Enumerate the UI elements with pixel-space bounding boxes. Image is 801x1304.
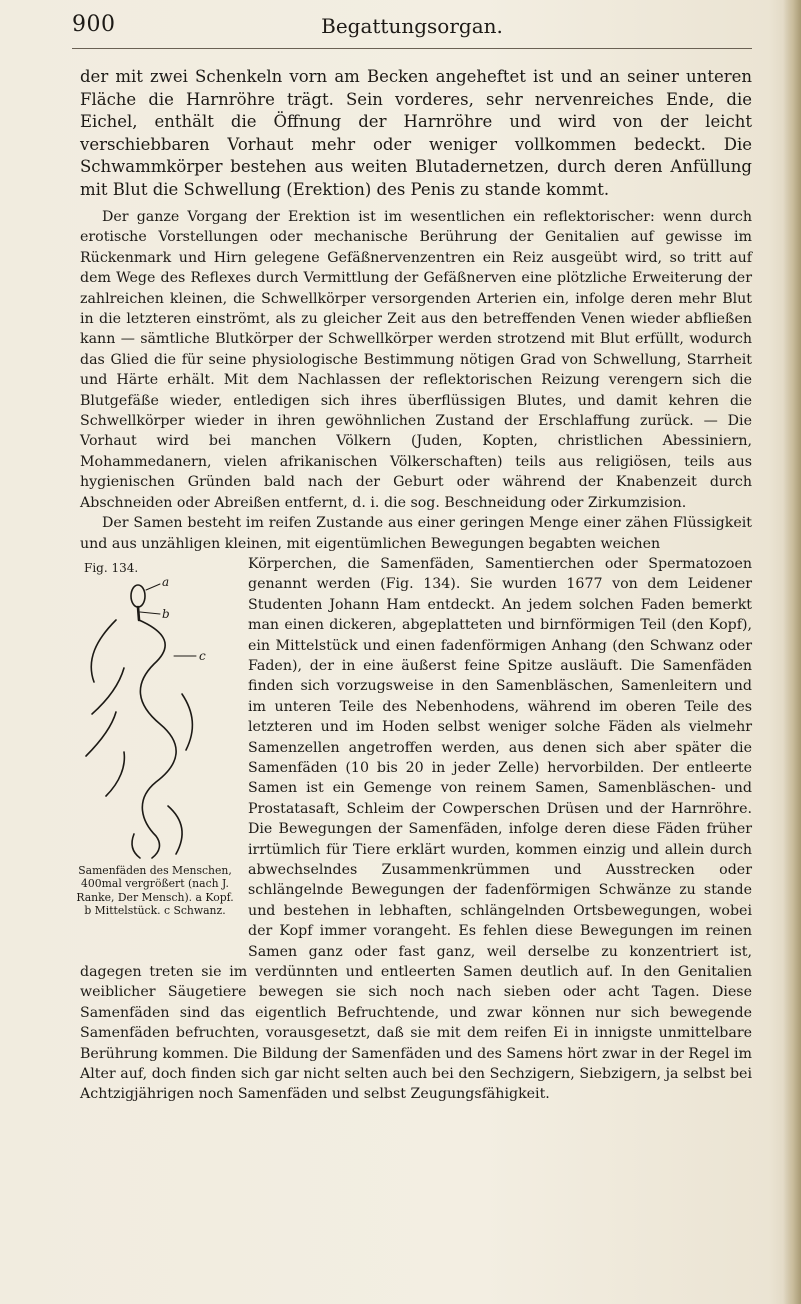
- paragraph-erektion: Der ganze Vorgang der Erektion ist im wesentlichen ein reflektorischer: wenn durch erotische Vorstellungen oder mechanische Berührung der Genitalien auf gewisse im Rückenmark und Hirn gelegene Gefäßnervenzentren ein Reiz ausgeübt wird, so tritt auf dem Wege des Reflexes durch Vermittlung der Gefäßnerven eine plötzliche Erweiterung der zahlreichen kleinen, die Schwellkörper versorgenden Arterien ein, infolge deren mehr Blut in die letzteren einströmt, als zu gleicher Zeit aus den betreffenden Venen wieder abfließen kann — sämtliche Blutkörper der Schwellkörper werden strotzend mit Blut erfüllt, wodurch das Glied die für seine physiologische Bestimmung nötigen Grad von Schwellung, Starrheit und Härte erhält. Mit dem Nachlassen der reflektorischen Reizung verengern sich die Blutgefäße wieder, entledigen sich ihres überflüssigen Blutes, und damit kehren die Schwellkörper wieder in ihren gewöhnlichen Zustand der Erschlaffung zurück. — Die Vorhaut wird bei manchen Völkern (Juden, Kopten, christlichen Abessiniern, Mohammedanern, vielen afrikanischen Völkerschaften) teils aus religiösen, teils aus hygienischen Gründen bald nach der Geburt oder während der Knabenzeit durch Abschneiden oder Abreißen entfernt, d. i. die sog. Beschneidung oder Zirkumzision.: [80, 209, 752, 511]
- curve-bottom: [132, 834, 140, 858]
- text-with-figure: [76, 554, 752, 1105]
- page-header: [72, 8, 752, 49]
- curve-right-2: [168, 806, 182, 854]
- curve-left-3: [86, 712, 116, 756]
- sperm-tail: [139, 620, 176, 858]
- page-edge-shadow: [783, 0, 801, 1304]
- leader-b: [140, 612, 160, 614]
- figure-134: [76, 558, 238, 956]
- leader-a: [146, 584, 160, 590]
- curve-left-1: [91, 620, 116, 682]
- sperm-head: [131, 585, 145, 607]
- paragraph-penis: der mit zwei Schenkeln vorn am Becken angeheftet ist und an seiner unteren Fläche die Harnröhre trägt. Sein vorderes, sehr nervenreiches Ende, die Eichel, enthält die Öffnung der Harnröhre und wird von der leicht verschiebbaren Vorhaut mehr oder weniger vollkommen bedeckt. Die Schwammkörper bestehen aus weiten Blutadernetzen, durch deren Anfüllung mit Blut die Schwellung (Erektion) des Penis zu stande kommt.: [80, 67, 752, 199]
- figure-caption: Samenfäden des Menschen, 400mal vergrößert (nach J. Ranke, Der Mensch). a Kopf. b Mittelstück. c Schwanz.: [76, 863, 234, 918]
- paragraph-samenfaeden: Körperchen, die Samenfäden, Samentierchen oder Spermatozoen genannt werden (Fig. 134). Sie wurden 1677 von dem Leidener Studenten Johann Ham entdeckt. An jedem solchen Faden bemerkt man einen dickeren, abgeplatteten und birnförmigen Teil (den Kopf), ein Mittelstück und einen fadenförmigen Anhang (den Schwanz oder Faden), der in eine äußerst feine Spitze ausläuft. Die Samenfäden finden sich vorzugsweise in den Samenbläschen, Samenleitern und im unteren Teile des Nebenhodens, während im oberen Teile des letzteren und im Hoden selbst weniger solche Fäden als vielmehr Samenzellen angetroffen werden, aus denen sich aber später die Samenfäden (10 bis 20 in jeder Zelle) hervorbilden. Der entleerte Samen ist ein Gemenge von reinem Samen, Samenbläschen- und Prostatasaft, Schleim der Cowperschen Drüsen und der Harnröhre. Die Bewegungen der Samenfäden, infolge deren diese Fäden früher irrtümlich für Tiere erklärt wurden, kommen einzig und allein durch abwechselndes Zusammenkrümmen und Ausstrecken oder schlängelnde Bewegungen der fadenförmigen Schwänze zu stande und bestehen in lebhaften, schlängelnden Ortsbewegungen, wobei der Kopf immer vorangeht. Es fehlen diese Bewegungen im reinen Samen ganz oder fast ganz, weil derselbe zu konzentriert ist, dagegen treten sie im verdünnten und entleerten Samen deutlich auf. In den Genitalien weiblicher Säugetiere bewegen sie sich noch nach sieben oder acht Tagen. Diese Samenfäden sind das eigentlich Befruchtende, und zwar können nur sich bewegende Samenfäden befruchten, vorausgesetzt, daß sie mit dem reifen Ei in innigste unmittelbare Berührung kommen. Die Bildung der Samenfäden und des Samens hört zwar in der Regel im Alter auf, doch finden sich gar nicht selten auch bei den Sechzigern, Siebzigern, ja selbst bei Achtzigjährigen noch Samenfäden und selbst Zeugungsfähigkeit.: [80, 555, 752, 1103]
- letter-b: b: [162, 606, 170, 621]
- curve-left-2: [92, 668, 124, 714]
- page-number: 900: [72, 12, 116, 37]
- letter-c: c: [199, 648, 206, 663]
- figure-label: Fig. 134.: [84, 560, 139, 575]
- running-title: Begattungsorgan.: [321, 14, 503, 38]
- curve-left-4: [106, 752, 124, 796]
- sperm-midpiece: [138, 607, 139, 620]
- text-block-top: [76, 66, 752, 1105]
- letter-a: a: [162, 574, 170, 589]
- sperm-illustration: [76, 574, 226, 860]
- paragraph-samen-intro: Der Samen besteht im reifen Zustande aus einer geringen Menge einer zähen Flüssigkeit und aus unzähligen kleinen, mit eigentümlichen Bewegungen begabten weichen: [80, 515, 752, 552]
- curve-right-1: [182, 694, 192, 750]
